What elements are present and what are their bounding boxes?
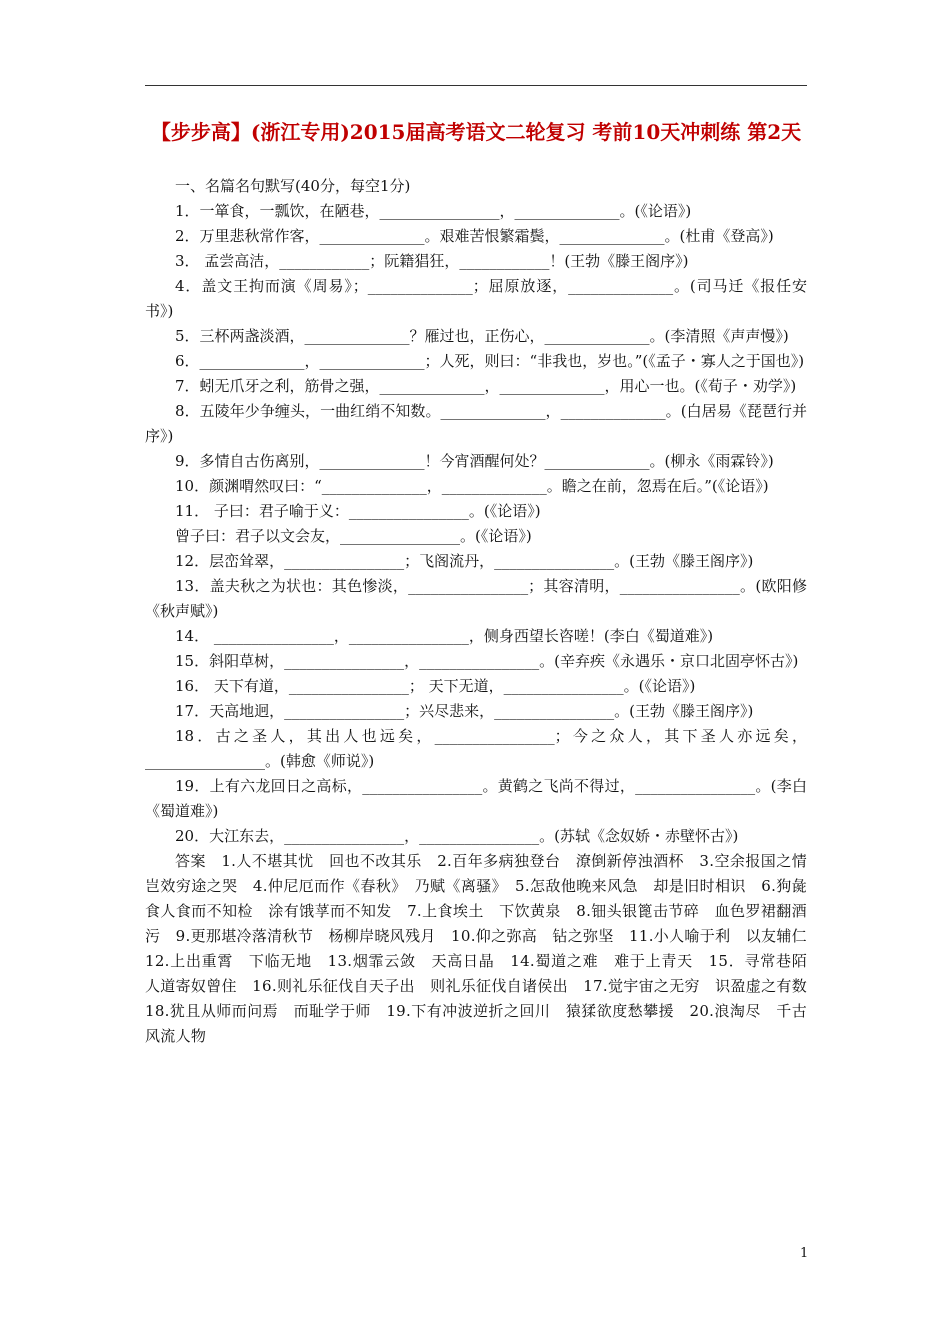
question-16: 16． 天下有道，________________； 天下无道，________________。(《论语》) bbox=[175, 677, 696, 695]
question-4: 4．盖文王拘而演《周易》；______________；屈原放逐，______________。(司马迁《报任安书》) bbox=[145, 277, 807, 320]
section-heading: 一、名篇名句默写(40分，每空1分) bbox=[175, 177, 411, 195]
question-17: 17．天高地迥，________________；兴尽悲来，________________。(王勃《滕王阁序》) bbox=[175, 702, 754, 720]
document-title: 【步步高】(浙江专用)2015届高考语文二轮复习 考前10天冲刺练 第2天 bbox=[150, 120, 802, 144]
question-19: 19．上有六龙回日之高标，________________。黄鹤之飞尚不得过，________________。(李白《蜀道难》) bbox=[145, 777, 807, 820]
page-number: 1 bbox=[800, 1246, 809, 1261]
question-5: 5．三杯两盏淡酒，______________？雁过也，正伤心，______________。(李清照《声声慢》) bbox=[175, 327, 789, 345]
question-10: 10．颜渊喟然叹曰：“______________，______________。瞻之在前，忽焉在后。”(《论语》) bbox=[175, 477, 769, 495]
question-20: 20．大江东去，________________，________________。(苏轼《念奴娇・赤壁怀古》) bbox=[175, 827, 739, 845]
question-12: 12．层峦耸翠，________________；飞阁流丹，________________。(王勃《滕王阁序》) bbox=[175, 552, 754, 570]
question-11a: 11． 子曰：君子喻于义：________________。(《论语》) bbox=[175, 502, 541, 520]
question-3: 3． 孟尝高洁，____________；阮籍猖狂，____________！(王勃《滕王阁序》) bbox=[175, 252, 689, 270]
question-6: 6．______________，______________；人死，则曰：“非我也，岁也。”(《孟子・寡人之于国也》) bbox=[175, 352, 805, 370]
question-15: 15．斜阳草树，________________，________________。(辛弃疾《永遇乐・京口北固亭怀古》) bbox=[175, 652, 799, 670]
question-1: 1．一箪食，一瓢饮，在陋巷，________________，______________。(《论语》) bbox=[175, 202, 692, 220]
question-13: 13．盖夫秋之为状也：其色惨淡，________________；其容清明，________________。(欧阳修《秋声赋》) bbox=[145, 577, 807, 620]
question-9: 9．多情自古伤离别，______________！今宵酒醒何处？______________。(柳永《雨霖铃》) bbox=[175, 452, 774, 470]
question-7: 7．蚓无爪牙之利，筋骨之强，______________，______________，用心一也。(《荀子・劝学》) bbox=[175, 377, 797, 395]
question-11b: 曾子曰：君子以文会友，________________。(《论语》) bbox=[175, 527, 532, 545]
question-2: 2．万里悲秋常作客，______________。艰难苦恨繁霜鬓，______________。(杜甫《登高》) bbox=[175, 227, 774, 245]
question-18: 18．古之圣人，其出人也远矣，________________；今之众人，其下圣人亦远矣，________________。(韩愈《师说》) bbox=[145, 727, 807, 770]
question-8: 8．五陵年少争缠头，一曲红绡不知数。______________，______________。(白居易《琵琶行并序》) bbox=[145, 402, 807, 445]
question-14: 14． ________________，________________，侧身西望长咨嗟！(李白《蜀道难》) bbox=[175, 627, 714, 645]
document-body bbox=[145, 174, 823, 1049]
header-rule bbox=[145, 85, 807, 86]
answer-key: 答案 1.人不堪其忧 回也不改其乐 2.百年多病独登台 潦倒新停浊酒杯 3.空余报国之情 岂效穷途之哭 4.仲尼厄而作《春秋》 乃赋《离骚》 5.怎敌他晚来风急 却是旧时相识 6.狗彘食人食而不知检 涂有饿莩而不知发 7.上食埃土 下饮黄泉 8.钿头银篦击节碎 血色罗裙翻酒污 9.更那堪冷落清秋节 杨柳岸晓风残月 10.仰之弥高 钻之弥坚 11.小人喻于利 以友辅仁 12.上出重霄 下临无地 13.烟霏云敛 天高日晶 14.蜀道之难 难于上青天 15．寻常巷陌 人道寄奴曾住 16.则礼乐征伐自天子出 则礼乐征伐自诸侯出 17.觉宇宙之无穷 识盈虚之有数 18.犹且从师而问焉 而耻学于师 19.下有冲波逆折之回川 猿猱欲度愁攀援 20.浪淘尽 千古风流人物 bbox=[145, 852, 823, 1045]
